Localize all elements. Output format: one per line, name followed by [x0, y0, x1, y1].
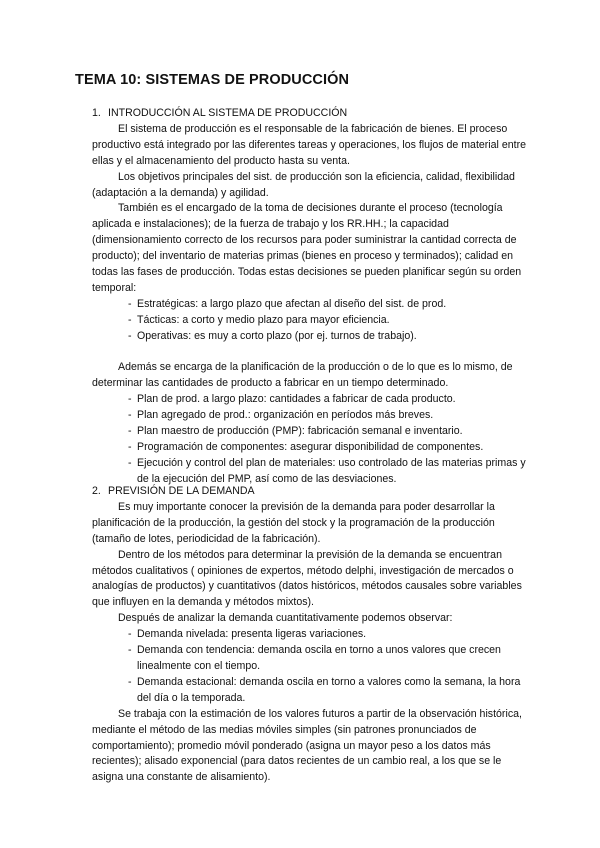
section-number: 2. [92, 485, 101, 497]
list-item: - Operativas: es muy a corto plazo (por ej. turnos de trabajo). [128, 329, 532, 345]
paragraph: Los objetivos principales del sist. de producción son la eficiencia, calidad, flexibilidad (adaptación a la demanda) y agilidad. [92, 170, 515, 199]
paragraph: Además se encarga de la planificación de la producción o de lo que es lo mismo, de determinar las cantidades de producto a fabricar en un tiempo determinado. [92, 361, 513, 390]
paragraph: El sistema de producción es el responsable de la fabricación de bienes. El proceso productivo está integrado por las diferentes tareas y operaciones, los flujos de material entre ellas y el almacenamiento del producto hasta su venta. [92, 122, 526, 167]
list-item: - Tácticas: a corto y medio plazo para mayor eficiencia. [128, 313, 532, 329]
section-heading [92, 484, 532, 500]
list-item: - Plan maestro de producción (PMP): fabricación semanal e inventario. [128, 424, 532, 440]
document-title: TEMA 10: SISTEMAS DE PRODUCCIÓN [75, 72, 350, 88]
list-item: - Demanda estacional: demanda oscila en torno a valores como la semana, la hora del día o la temporada. [128, 675, 532, 707]
list-item: - Demanda con tendencia: demanda oscila en torno a unos valores que crecen linealmente con el tiempo. [128, 643, 532, 675]
paragraph: Dentro de los métodos para determinar la previsión de la demanda se encuentran métodos cualitativos ( opiniones de expertos, método delphi, investigación de mercados o analogías de productos) y cuantitativos (datos históricos, métodos causales sobre variables que influyen en la demanda y métodos mixtos). [92, 548, 522, 609]
spacer [92, 345, 532, 361]
list-item: - Programación de componentes: asegurar disponibilidad de componentes. [128, 440, 532, 456]
list-item: - Plan de prod. a largo plazo: cantidades a fabricar de cada producto. [128, 392, 532, 408]
section-heading [92, 106, 532, 122]
paragraph: Después de analizar la demanda cuantitativamente podemos observar: [118, 612, 453, 625]
paragraph: Es muy importante conocer la previsión de la demanda para poder desarrollar la planificación de la producción, la gestión del stock y la programación de la producción (tamaño de lotes, periodicidad de la fabricación). [92, 500, 495, 545]
list-item: - Plan agregado de prod.: organización en períodos más breves. [128, 408, 532, 424]
section-introduccion [92, 106, 532, 488]
section-heading-text: PREVISIÓN DE LA DEMANDA [108, 485, 255, 497]
section-number: 1. [92, 107, 101, 119]
demand-types-list [92, 627, 532, 707]
paragraph: Se trabaja con la estimación de los valores futuros a partir de la observación histórica, mediante el método de las medias móviles simples (sin patrones pronunciados de comportamiento); promedio móvil ponderado (asigna un mayor peso a los datos más recientes); alisado exponencial (para datos recientes de un cambio real, a los que se le asigna una constante de alisamiento). [92, 707, 522, 784]
list-item: - Ejecución y control del plan de materiales: uso controlado de las materias primas y de la ejecución del PMP, así como de las desviaciones. [128, 456, 532, 488]
paragraph: También es el encargado de la toma de decisiones durante el proceso (tecnología aplicada e instalaciones); de la fuerza de trabajo y los RR.HH.; la capacidad (dimensionamiento correcto de los recursos para poder suministrar la cantidad correcta de producto); del inventario de materias primas (bienes en proceso y terminados); calidad en todas las fases de producción. Todas estas decisiones se pueden planificar según su orden temporal: [92, 202, 522, 294]
section-heading-text: INTRODUCCIÓN AL SISTEMA DE PRODUCCIÓN [108, 107, 348, 119]
section-prevision-demanda [92, 484, 532, 786]
list-item: - Estratégicas: a largo plazo que afectan al diseño del sist. de prod. [128, 297, 532, 313]
planning-list [92, 392, 532, 487]
decision-levels-list [92, 297, 532, 345]
list-item: - Demanda nivelada: presenta ligeras variaciones. [128, 627, 532, 643]
